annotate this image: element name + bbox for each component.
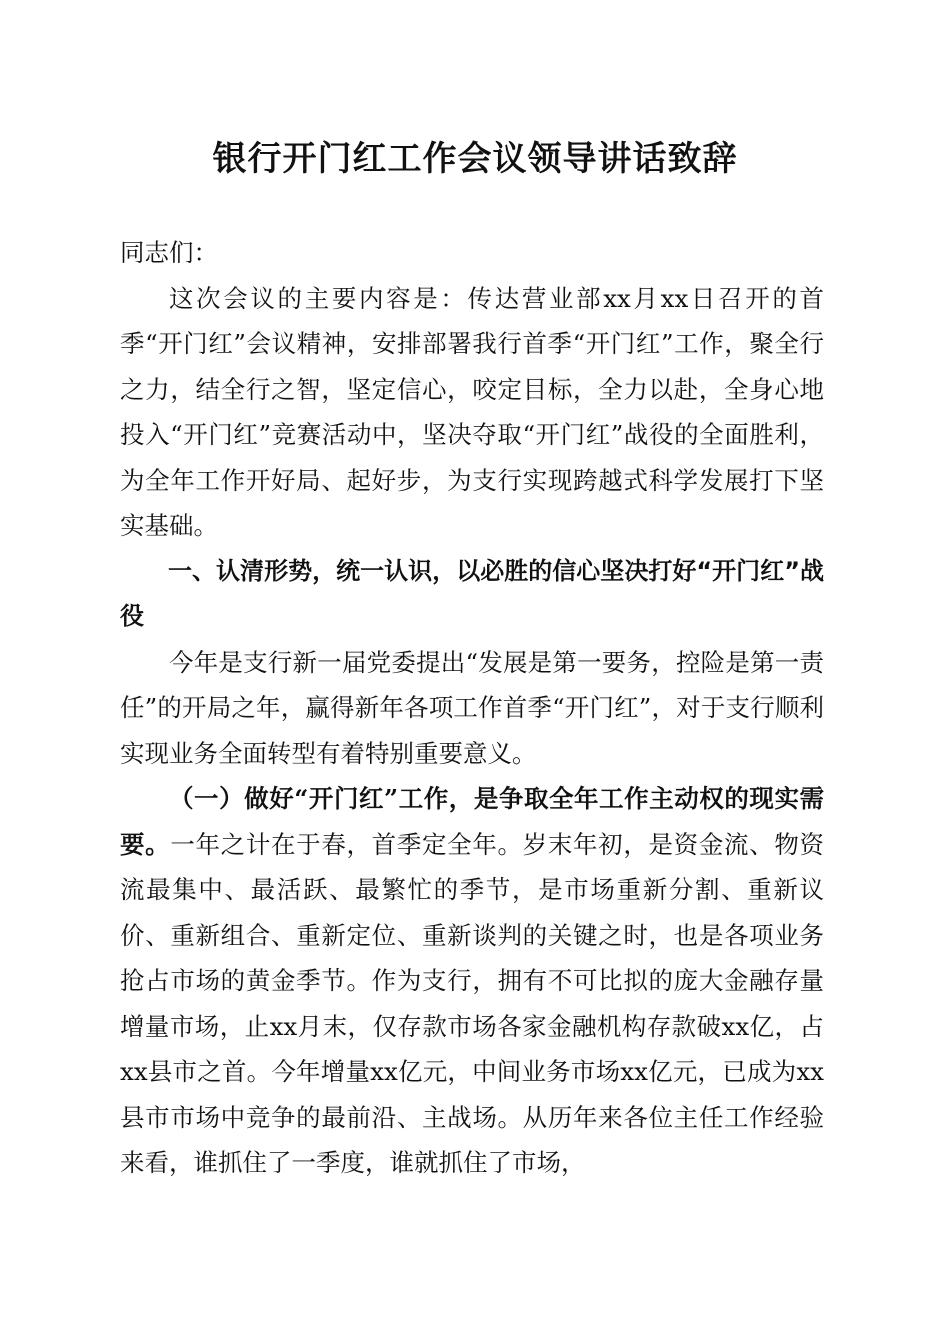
paragraph-3-text: 一年之计在于春，首季定全年。岁末年初，是资金流、物资流最集中、最活跃、最繁忙的季节，是市场重新分割、重新议价、重新组合、重新定位、重新谈判的关键之时，也是各项业务抢占市场的黄金季节。作为支行，拥有不可比拟的庞大金融存量增量市场，止xx月末，仅存款市场各家金融机构存款破xx亿，占xx县市之首。今年增量xx亿元，中间业务市场xx亿元，已成为xx县市市场中竞争的最前沿、主战场。从历年来各位主任工作经验来看，谁抓住了一季度，谁就抓住了市场， bbox=[120, 829, 825, 1177]
paragraph-3-lead: （一）做好“开门红”工作，是争取全年工作主动权的现实需要。 bbox=[120, 784, 824, 859]
paragraph-2: 今年是支行新一届党委提出“发展是第一要务，控险是第一责任”的开局之年，赢得新年各项工作首季“开门红”，对于支行顺利实现业务全面转型有着特别重要意义。 bbox=[120, 647, 824, 768]
paragraph-intro: 这次会议的主要内容是：传达营业部xx月xx日召开的首季“开门红”会议精神，安排部署我行首季“开门红”工作，聚全行之力，结全行之智，坚定信心，咬定目标，全力以赴，全身心地投入“开门红”竞赛活动中，坚决夺取“开门红”战役的全面胜利，为全年工作开好局、起好步，为支行实现跨越式科学发展打下坚实基础。 bbox=[120, 283, 824, 540]
paragraph-3 bbox=[120, 776, 824, 1186]
salutation: 同志们： bbox=[120, 238, 218, 267]
section-heading-1: 一、认清形势，统一认识，以必胜的信心坚决打好“开门红”战役 bbox=[120, 556, 824, 630]
document-title: 银行开门红工作会议领导讲话致辞 bbox=[212, 139, 738, 179]
document-body bbox=[120, 230, 824, 1186]
